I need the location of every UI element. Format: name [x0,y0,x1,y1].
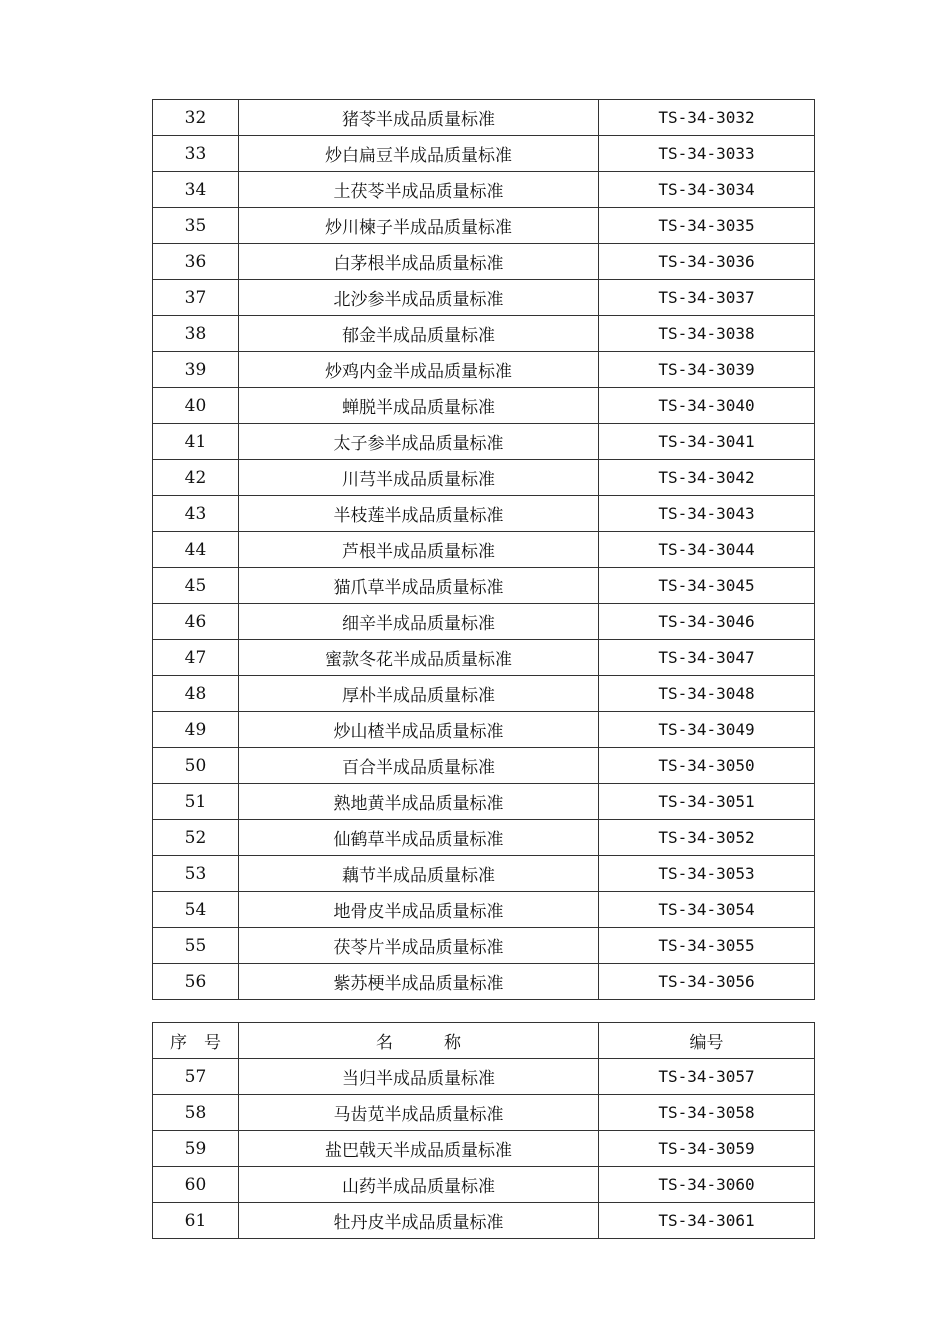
table-row [153,640,815,676]
standard-code: TS-34-3038 [599,316,815,352]
standard-name: 紫苏梗半成品质量标准 [239,964,599,1000]
standard-name: 白茅根半成品质量标准 [239,244,599,280]
standard-code: TS-34-3032 [599,100,815,136]
row-number: 56 [153,964,239,1000]
table-row [153,460,815,496]
row-number: 50 [153,748,239,784]
table-row [153,604,815,640]
standard-code: TS-34-3040 [599,388,815,424]
table-row [153,1095,815,1131]
standard-name: 炒鸡内金半成品质量标准 [239,352,599,388]
table-row [153,784,815,820]
standard-name: 土茯苓半成品质量标准 [239,172,599,208]
standard-code: TS-34-3059 [599,1131,815,1167]
standards-table-1-body [153,100,815,1000]
table-row [153,388,815,424]
row-number: 35 [153,208,239,244]
row-number: 57 [153,1059,239,1095]
standard-name: 当归半成品质量标准 [239,1059,599,1095]
row-number: 41 [153,424,239,460]
standard-code: TS-34-3050 [599,748,815,784]
table-row [153,208,815,244]
standard-name: 牡丹皮半成品质量标准 [239,1203,599,1239]
row-number: 32 [153,100,239,136]
row-number: 48 [153,676,239,712]
standard-code: TS-34-3044 [599,532,815,568]
row-number: 61 [153,1203,239,1239]
standard-code: TS-34-3045 [599,568,815,604]
table-row [153,172,815,208]
table-row [153,856,815,892]
row-number: 33 [153,136,239,172]
standards-table-2 [152,1022,815,1239]
table-row [153,568,815,604]
standard-name: 太子参半成品质量标准 [239,424,599,460]
table-row [153,1131,815,1167]
standard-code: TS-34-3056 [599,964,815,1000]
table-row [153,1203,815,1239]
standard-name: 炒川楝子半成品质量标准 [239,208,599,244]
standard-code: TS-34-3041 [599,424,815,460]
standard-name: 蝉脱半成品质量标准 [239,388,599,424]
row-number: 53 [153,856,239,892]
table-row [153,316,815,352]
row-number: 43 [153,496,239,532]
row-number: 40 [153,388,239,424]
standard-name: 蜜款冬花半成品质量标准 [239,640,599,676]
standards-table-2-body [153,1059,815,1239]
standard-code: TS-34-3060 [599,1167,815,1203]
standard-code: TS-34-3033 [599,136,815,172]
standard-code: TS-34-3048 [599,676,815,712]
row-number: 51 [153,784,239,820]
table-row [153,424,815,460]
row-number: 47 [153,640,239,676]
row-number: 36 [153,244,239,280]
standard-name: 半枝莲半成品质量标准 [239,496,599,532]
row-number: 37 [153,280,239,316]
standard-code: TS-34-3046 [599,604,815,640]
table-row [153,676,815,712]
standard-code: TS-34-3058 [599,1095,815,1131]
standard-code: TS-34-3035 [599,208,815,244]
standard-code: TS-34-3057 [599,1059,815,1095]
row-number: 60 [153,1167,239,1203]
standard-name: 猫爪草半成品质量标准 [239,568,599,604]
table-row [153,820,815,856]
table-row [153,532,815,568]
standard-name: 百合半成品质量标准 [239,748,599,784]
standard-name: 马齿苋半成品质量标准 [239,1095,599,1131]
standard-name: 藕节半成品质量标准 [239,856,599,892]
table-row [153,100,815,136]
standard-name: 厚朴半成品质量标准 [239,676,599,712]
standard-name: 芦根半成品质量标准 [239,532,599,568]
standard-code: TS-34-3049 [599,712,815,748]
standard-name: 盐巴戟天半成品质量标准 [239,1131,599,1167]
standard-name: 山药半成品质量标准 [239,1167,599,1203]
standard-code: TS-34-3042 [599,460,815,496]
standard-code: TS-34-3054 [599,892,815,928]
row-number: 52 [153,820,239,856]
table-row [153,244,815,280]
row-number: 39 [153,352,239,388]
table-row [153,712,815,748]
standard-name: 茯苓片半成品质量标准 [239,928,599,964]
table-row [153,280,815,316]
standard-code: TS-34-3037 [599,280,815,316]
standard-code: TS-34-3039 [599,352,815,388]
standard-name: 炒山楂半成品质量标准 [239,712,599,748]
row-number: 44 [153,532,239,568]
header-code: 编号 [599,1023,815,1059]
row-number: 38 [153,316,239,352]
standard-code: TS-34-3034 [599,172,815,208]
standard-code: TS-34-3052 [599,820,815,856]
table-row [153,928,815,964]
header-name: 名 称 [239,1023,599,1059]
row-number: 59 [153,1131,239,1167]
row-number: 46 [153,604,239,640]
table-row [153,964,815,1000]
standard-code: TS-34-3043 [599,496,815,532]
row-number: 45 [153,568,239,604]
table-row [153,892,815,928]
standard-name: 川芎半成品质量标准 [239,460,599,496]
standard-code: TS-34-3055 [599,928,815,964]
standard-code: TS-34-3053 [599,856,815,892]
standard-code: TS-34-3051 [599,784,815,820]
standard-name: 炒白扁豆半成品质量标准 [239,136,599,172]
row-number: 49 [153,712,239,748]
standard-code: TS-34-3047 [599,640,815,676]
row-number: 54 [153,892,239,928]
standard-name: 细辛半成品质量标准 [239,604,599,640]
standard-code: TS-34-3061 [599,1203,815,1239]
standard-code: TS-34-3036 [599,244,815,280]
header-number: 序 号 [153,1023,239,1059]
table-row [153,748,815,784]
table-row [153,1059,815,1095]
standard-name: 郁金半成品质量标准 [239,316,599,352]
standard-name: 仙鹤草半成品质量标准 [239,820,599,856]
table-row [153,136,815,172]
standard-name: 熟地黄半成品质量标准 [239,784,599,820]
table-row [153,496,815,532]
table-row [153,1167,815,1203]
row-number: 34 [153,172,239,208]
standards-table-1 [152,99,815,1000]
standard-name: 地骨皮半成品质量标准 [239,892,599,928]
standard-name: 猪苓半成品质量标准 [239,100,599,136]
row-number: 58 [153,1095,239,1131]
table-header-row [153,1023,815,1059]
table-row [153,352,815,388]
row-number: 42 [153,460,239,496]
row-number: 55 [153,928,239,964]
standard-name: 北沙参半成品质量标准 [239,280,599,316]
